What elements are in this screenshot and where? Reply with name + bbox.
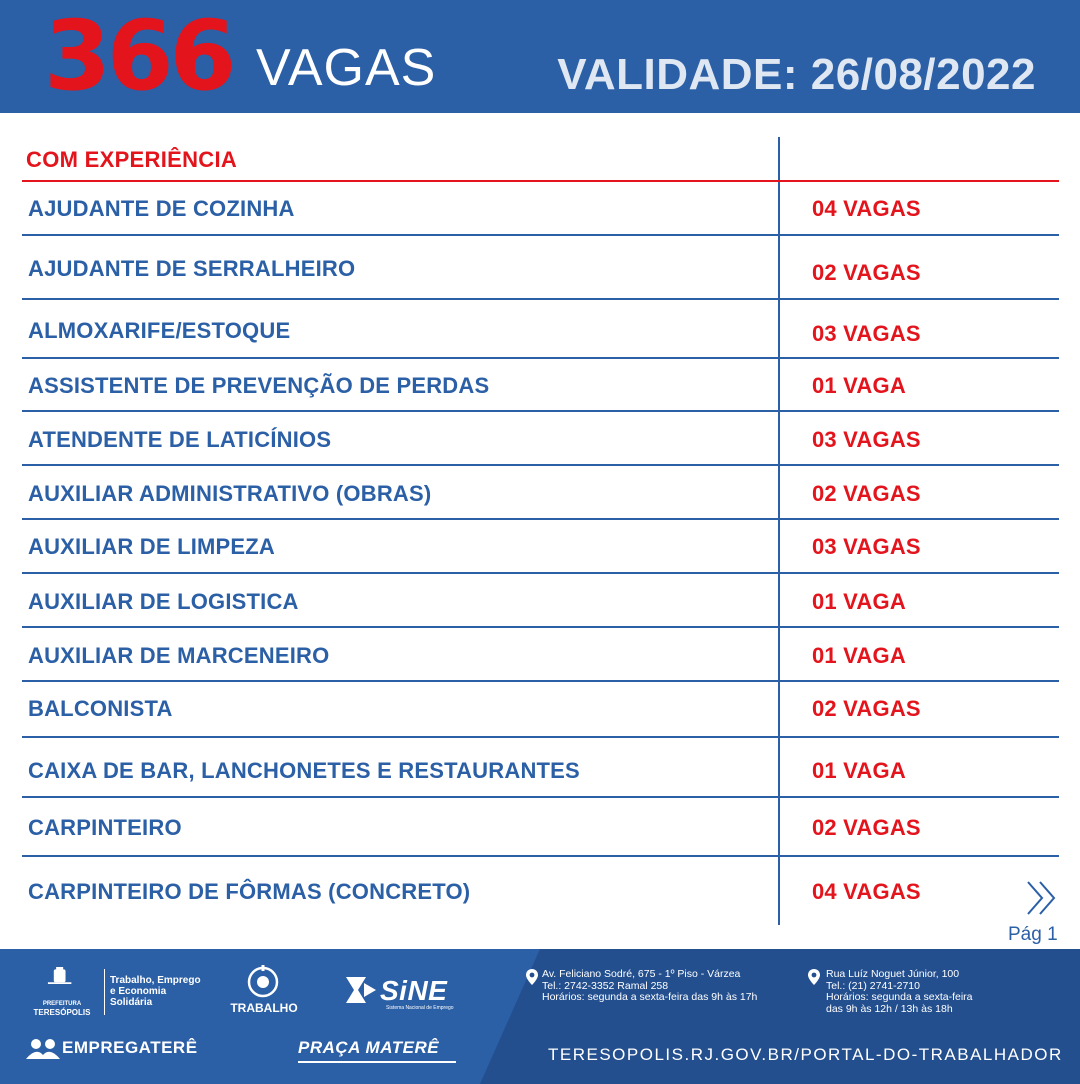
table-row: [22, 798, 1059, 857]
job-vacancies: 01 VAGA: [812, 589, 906, 614]
vacancy-table: [22, 137, 1059, 927]
pracamatere-logo: PRAÇA MATERÊ: [298, 1038, 440, 1057]
sine-arrow-icon: [344, 973, 378, 1007]
people-icon: [24, 1037, 62, 1061]
prefeitura-label: PREFEITURA: [42, 1001, 82, 1007]
table-row: [22, 574, 1059, 628]
website-link[interactable]: TERESOPOLIS.RJ.GOV.BR/PORTAL-DO-TRABALHADOR: [548, 1045, 1063, 1064]
job-vacancies: 03 VAGAS: [812, 321, 921, 346]
sine-subtitle: Sistema Nacional de Emprego: [386, 1005, 454, 1011]
job-vacancies: 03 VAGAS: [812, 534, 921, 559]
job-title: ALMOXARIFE/ESTOQUE: [28, 318, 291, 343]
table-row: [22, 857, 1059, 925]
job-vacancies: 03 VAGAS: [812, 427, 921, 452]
job-title: AUXILIAR ADMINISTRATIVO (OBRAS): [28, 481, 432, 506]
job-vacancies: 02 VAGAS: [812, 481, 921, 506]
job-title: ATENDENTE DE LATICÍNIOS: [28, 427, 332, 452]
empregatere-logo: EMPREGATERÊ: [62, 1038, 198, 1057]
job-title: AJUDANTE DE SERRALHEIRO: [28, 256, 356, 281]
job-vacancies: 02 VAGAS: [812, 815, 921, 840]
job-title: AUXILIAR DE LIMPEZA: [28, 534, 276, 559]
address-noguet: Rua Luíz Noguet Júnior, 100 Tel.: (21) 2741-2710 Horários: segunda a sexta-feira das 9h às 12h / 13h às 18h: [826, 968, 973, 1015]
job-title: BALCONISTA: [28, 696, 173, 721]
table-row: [22, 520, 1059, 574]
address-varzea: Av. Feliciano Sodré, 675 - 1º Piso - Várzea Tel.: 2742-3352 Ramal 258 Horários: segunda a sexta-feira das 9h às 17h: [542, 968, 758, 1003]
table-row: [22, 412, 1059, 466]
job-vacancies: 04 VAGAS: [812, 196, 921, 221]
validity-date: VALIDADE: 26/08/2022: [557, 50, 1036, 99]
job-vacancies: 02 VAGAS: [812, 696, 921, 721]
job-vacancies: 02 VAGAS: [812, 260, 921, 285]
location-pin-icon: [526, 969, 538, 985]
vacancy-word: VAGAS: [256, 39, 437, 97]
prefeitura-city: TERESÓPOLIS: [33, 1008, 91, 1017]
job-vacancies: 04 VAGAS: [812, 879, 921, 904]
sine-logo: SiNE: [380, 975, 448, 1006]
table-row: [22, 182, 1059, 236]
trabalho-logo: TRABALHO: [230, 1001, 298, 1015]
job-vacancies: 01 VAGA: [812, 643, 906, 668]
table-row: [22, 300, 1059, 359]
table-row: [22, 628, 1059, 682]
footer: [0, 949, 1080, 1084]
job-title: AUXILIAR DE LOGISTICA: [28, 589, 299, 614]
section-heading: COM EXPERIÊNCIA: [26, 147, 238, 172]
table-row: [22, 236, 1059, 300]
vacancy-count: 366: [44, 0, 233, 112]
double-chevron-right-icon[interactable]: [1024, 878, 1060, 918]
job-vacancies: 01 VAGA: [812, 373, 906, 398]
job-title: AUXILIAR DE MARCENEIRO: [28, 643, 330, 668]
table-row: [22, 738, 1059, 798]
page-number: Pág 1: [1008, 924, 1058, 945]
prefeitura-department: Trabalho, Emprego e Economia Solidária: [110, 975, 201, 1008]
logo-separator: [104, 969, 105, 1015]
job-title: CAIXA DE BAR, LANCHONETES E RESTAURANTES: [28, 758, 580, 783]
location-pin-icon: [808, 969, 820, 985]
job-title: CARPINTEIRO: [28, 815, 182, 840]
job-title: ASSISTENTE DE PREVENÇÃO DE PERDAS: [28, 373, 490, 398]
table-row: [22, 682, 1059, 738]
city-crest-icon: [26, 967, 98, 1001]
table-row: [22, 359, 1059, 412]
job-title: CARPINTEIRO DE FÔRMAS (CONCRETO): [28, 879, 471, 904]
table-row: [22, 466, 1059, 520]
labor-emblem-icon: [246, 965, 280, 999]
job-title: AJUDANTE DE COZINHA: [28, 196, 295, 221]
job-vacancies: 01 VAGA: [812, 758, 906, 783]
pracamatere-underline: [298, 1061, 456, 1063]
header-banner: [0, 0, 1080, 113]
